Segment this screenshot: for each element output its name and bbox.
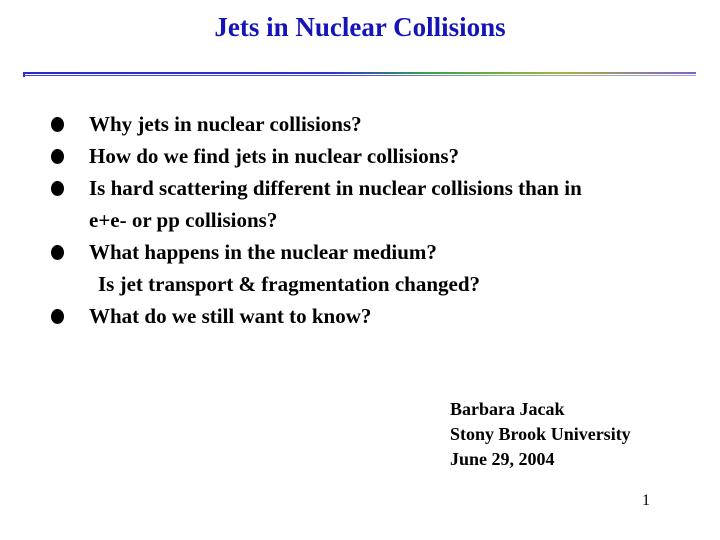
bullet-text: What do we still want to know? <box>89 304 372 328</box>
bullet-text: Is hard scattering different in nuclear collisions than in <box>89 176 582 200</box>
title-divider <box>23 72 696 77</box>
divider-line-top <box>23 72 696 74</box>
presentation-date: June 29, 2004 <box>450 449 555 469</box>
page-number: 1 <box>642 492 650 509</box>
bullet-item <box>50 140 690 172</box>
bullet-dot-icon <box>51 149 64 164</box>
divider-line-bottom <box>23 75 696 76</box>
bullet-dot-icon <box>51 117 64 132</box>
divider-cap <box>23 72 25 77</box>
bullet-text: What happens in the nuclear medium? <box>89 240 437 264</box>
bullet-item <box>50 236 690 300</box>
bullet-item <box>50 300 690 332</box>
bullet-text-continuation: e+e- or pp collisions? <box>89 208 278 232</box>
bullet-text-continuation: Is jet transport & fragmentation changed? <box>98 272 481 296</box>
author-name: Barbara Jacak <box>450 399 565 419</box>
bullet-dot-icon <box>51 309 64 324</box>
author-affiliation: Stony Brook University <box>450 424 631 444</box>
bullet-item <box>50 108 690 140</box>
slide-title: Jets in Nuclear Collisions <box>214 12 506 42</box>
bullet-list <box>50 108 690 332</box>
bullet-text: Why jets in nuclear collisions? <box>89 112 362 136</box>
author-block <box>450 397 631 472</box>
bullet-text: How do we find jets in nuclear collisions? <box>89 144 460 168</box>
bullet-dot-icon <box>51 181 64 196</box>
bullet-item <box>50 172 690 236</box>
bullet-dot-icon <box>51 245 64 260</box>
